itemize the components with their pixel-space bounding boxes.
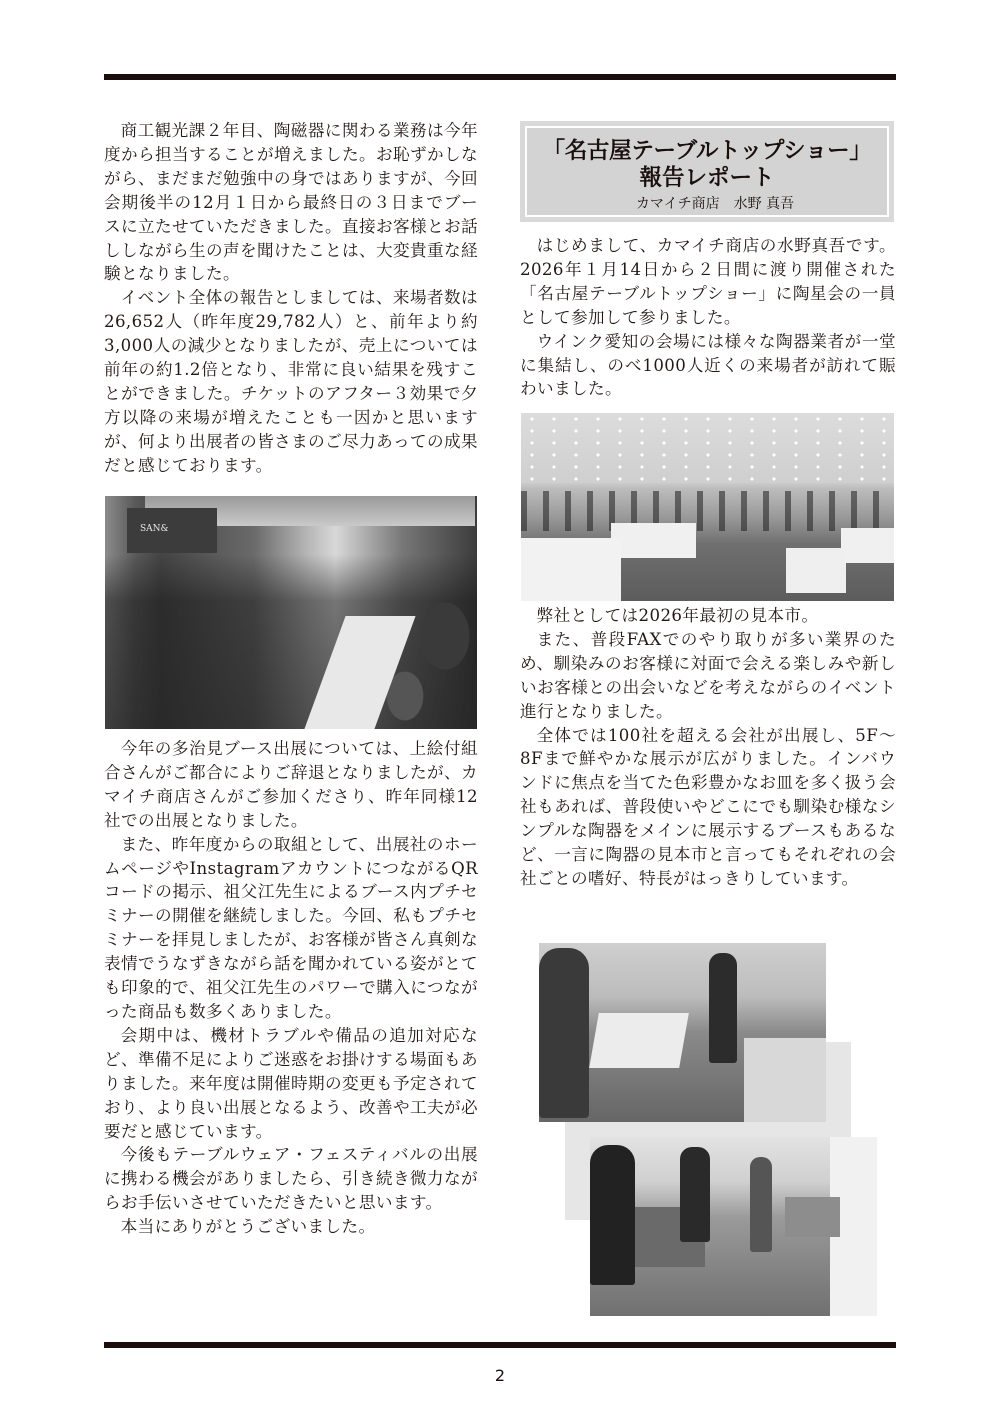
paragraph: また、普段FAXでのやり取りが多い業界のため、馴染みのお客様に対面で会える楽しみや新しいお客様との出会いなどを考えながらのイベント進行となりました。 [520, 629, 896, 721]
report-title: 「名古屋テーブルトップショー」 [542, 138, 872, 164]
display-table [521, 538, 621, 601]
exhibition-hall-photo [521, 413, 894, 601]
paragraph: 商工観光課２年目、陶磁器に関わる業務は今年度から担当することが増えました。お恥ずかしながら、まだまだ勉強中の身ではありますが、今回会期後半の12月１日から最終日の３日までブースに立たせていただきました。直接お客様とお話ししながら生の声を聞けたことは、大変貴重な経験となりました。 [104, 121, 478, 284]
display-table [841, 528, 894, 563]
report-title-box [520, 121, 894, 222]
paragraph: ウインク愛知の会場には様々な陶器業者が一堂に集結し、のべ1000人近くの来場者が訪れて賑わいました。 [520, 331, 896, 399]
display-table [744, 1038, 826, 1122]
page-number: 2 [494, 1366, 506, 1385]
paragraph: 全体では100社を超える会社が出展し、5F～8Fまで鮮やかな展示が広がりました。インバウンドに焦点を当てた色彩豊かなお皿を多く扱う会社もあれば、普段使いやどこにでも馴染む様なシンプルな陶器をメインに展示するブースもあるなど、一言に陶器の見本市と言ってもそれぞれの会社ごとの嗜好、特長がはっきりしています。 [520, 725, 896, 888]
display-table [786, 548, 846, 593]
left-column-bottom-text [104, 737, 478, 1239]
top-rule [104, 74, 896, 80]
booth-crowd-photo [105, 496, 477, 729]
right-column-top-text [520, 234, 896, 401]
hall-ceiling [521, 413, 894, 483]
visitor-figure [539, 948, 589, 1118]
hall-visitors [521, 491, 894, 531]
display-table [589, 1013, 689, 1068]
author-byline: カマイチ商店 水野 真吾 [635, 196, 795, 212]
right-column-bottom-text [520, 604, 896, 891]
paragraph: イベント全体の報告としましては、来場者数は26,652人（昨年度29,782人）と、前年より約3,000人の減少となりましたが、売上については前年の約1.2倍となり、非常に良い結果を残すことができました。チケットのアフター３効果で夕方以降の来場が増えたことも一因かと思いますが、何より出展者の皆さまのご尽力あっての成果だと感じております。 [104, 288, 478, 475]
report-subtitle: 報告レポート [639, 165, 775, 191]
booth-sign-text: SAN& [140, 524, 169, 534]
visitor-figure [590, 1145, 635, 1285]
display-shelf [785, 1197, 840, 1237]
paragraph: 今年の多治見ブース出展については、上絵付組合さんがご都合によりご辞退となりましたが、カマイチ商店さんがご参加くださり、昨年同様12社での出展となりました。 [104, 739, 478, 830]
visitor-figure [750, 1157, 772, 1252]
left-column-top-text [104, 119, 478, 478]
paragraph: 今後もテーブルウェア・フェスティバルの出展に携わる機会がありましたら、引き続き微力ながらお手伝いさせていただきたいと思います。 [104, 1145, 478, 1213]
paragraph: また、昨年度からの取組として、出展社のホームページやInstagramアカウントにつながるQRコードの掲示、祖父江先生によるブース内プチセミナーの開催を継続しました。今回、私もプチセミナーを拝見しましたが、お客様が皆さん真剣な表情でうなずきながら話を聞かれている姿がとても印象的で、祖父江先生のパワーで購入につながった商品も数多くありました。 [104, 834, 478, 1021]
display-table [304, 616, 415, 729]
visitor-figure [709, 953, 737, 1063]
paragraph: 会期中は、機材トラブルや備品の追加対応など、準備不足によりご迷惑をお掛けする場面もありました。来年度は開催時期の変更も予定されており、より良い出展となるよう、改善や工夫が必要だと感じています。 [104, 1025, 478, 1141]
paragraph: 弊社としては2026年最初の見本市。 [536, 606, 819, 625]
paragraph: 本当にありがとうございました。 [120, 1217, 376, 1237]
booth-aisle-photo-2 [590, 1137, 877, 1316]
report-title-inner [525, 126, 889, 217]
display-table [611, 523, 696, 558]
booth-aisle-photo-1 [539, 943, 826, 1122]
bottom-rule [104, 1342, 896, 1348]
paragraph: はじめまして、カマイチ商店の水野真吾です。2026年１月14日から２日間に渡り開催された「名古屋テーブルトップショー」に陶星会の一員として参加して参りました。 [520, 236, 896, 327]
visitor-figure [680, 1147, 710, 1242]
